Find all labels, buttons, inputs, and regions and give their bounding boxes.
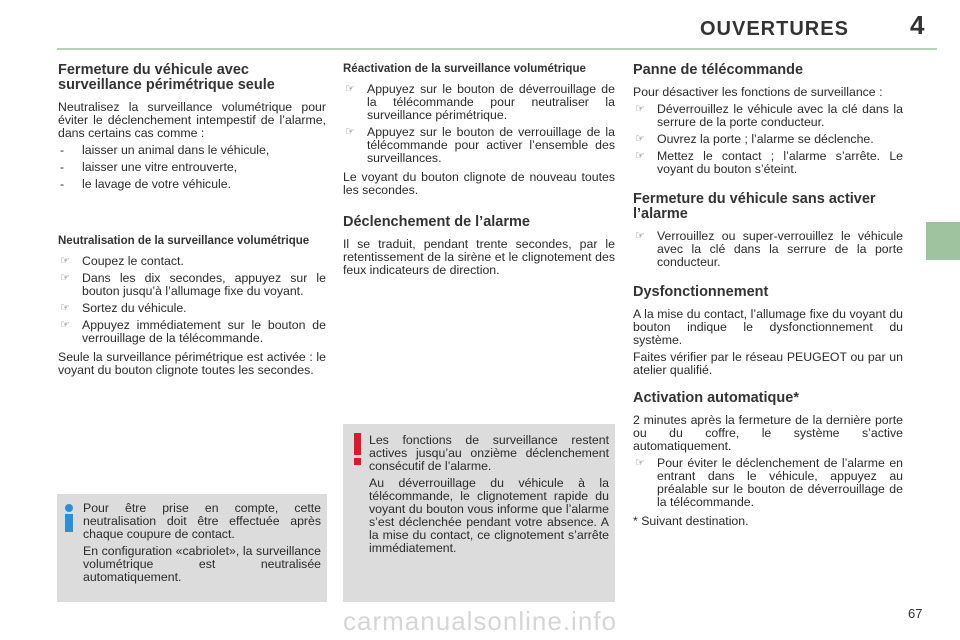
pointing-hand-icon: ☞ [345, 83, 355, 95]
warning-icon [352, 433, 364, 467]
chapter-side-tab [926, 222, 960, 260]
list-item: - laisser un animal dans le véhicule, [58, 144, 326, 157]
pointing-hand-icon: ☞ [60, 255, 70, 267]
dysfonctionnement-text: Faites vérifier par le réseau PEUGEOT ou par un atelier qualifié. [633, 350, 903, 377]
step-text: Sortez du véhicule. [82, 301, 187, 315]
middle-column [343, 63, 615, 281]
pointing-hand-icon: ☞ [60, 302, 70, 314]
warning-paragraph: Au déverrouillage du véhicule à la télécommande, le clignotement rapide du voyant du bouton vous informe que l’alarme s’est déclenchée pendant votre absence. A la mise du contact, ce clignotement s’arrête immédiatement. [369, 476, 609, 555]
left-closing: Seule la surveillance périmétrique est activée : le voyant du bouton clignote toutes les secondes. [58, 350, 326, 377]
activation-steps [633, 457, 903, 509]
info-icon [63, 504, 75, 536]
neutralisation-title: Neutralisation de la surveillance volumétrique [58, 235, 310, 247]
left-column [58, 63, 326, 381]
declenchement-title: Déclenchement de l’alarme [343, 214, 530, 230]
pointing-hand-icon: ☞ [635, 230, 645, 242]
list-item: - laisser une vitre entrouverte, [58, 161, 326, 174]
pointing-hand-icon: ☞ [635, 457, 645, 469]
step-text: Pour éviter le déclenchement de l’alarme en entrant dans le véhicule, appuyez au préalable sur le bouton de déverrouillage de la télécommande. [657, 456, 903, 509]
list-item [343, 83, 615, 122]
header-rule [57, 48, 937, 50]
info-paragraph: En configuration «cabriolet», la surveillance volumétrique est neutralisée automatiquement. [83, 544, 321, 584]
dysfonctionnement-text: A la mise du contact, l’allumage fixe du voyant du bouton indique le dysfonctionnement du système. [633, 307, 903, 347]
pointing-hand-icon: ☞ [635, 103, 645, 115]
pointing-hand-icon: ☞ [345, 126, 355, 138]
pointing-hand-icon: ☞ [60, 272, 70, 284]
pointing-hand-icon: ☞ [60, 319, 70, 331]
reactivation-steps [343, 83, 615, 165]
page-number: 67 [908, 606, 923, 621]
reactivation-note: Le voyant du bouton clignote de nouveau toutes les secondes. [343, 170, 615, 197]
pointing-hand-icon: ☞ [635, 133, 645, 145]
step-text: Ouvrez la porte ; l’alarme se déclenche. [657, 132, 874, 146]
step-text: Appuyez sur le bouton de déverrouillage de la télécommande pour neutraliser la surveillance périmétrique. [367, 82, 615, 122]
dysfonctionnement-title: Dysfonctionnement [633, 284, 769, 300]
left-title: Fermeture du véhicule avec surveillance périmétrique seule [58, 62, 275, 93]
step-text: Déverrouillez le véhicule avec la clé dans la serrure de la porte conducteur. [657, 102, 903, 129]
list-item [343, 126, 615, 165]
list-item [633, 133, 903, 146]
panne-steps [633, 103, 903, 176]
list-item [633, 150, 903, 176]
fermeture-title: Fermeture du véhicule sans activer l’alarme [633, 191, 876, 222]
reactivation-title: Réactivation de la surveillance volumétrique [343, 63, 586, 75]
footnote: * Suivant destination. [633, 514, 749, 528]
cases-list [58, 144, 326, 191]
right-column [633, 63, 903, 532]
list-item [58, 319, 326, 345]
step-text: Appuyez immédiatement sur le bouton de verrouillage de la télécommande. [82, 318, 326, 345]
step-text: Mettez le contact ; l’alarme s’arrête. Le voyant du bouton s’éteint. [657, 149, 903, 176]
list-item [58, 255, 326, 268]
step-text: Verrouillez ou super-verrouillez le véhicule avec la clé dans la serrure de la porte conducteur. [657, 229, 903, 269]
warning-box [343, 424, 615, 602]
fermeture-steps [633, 230, 903, 269]
panne-title: Panne de télécommande [633, 62, 804, 78]
list-item [633, 103, 903, 129]
list-item [58, 272, 326, 298]
declenchement-text: Il se traduit, pendant trente secondes, par le retentissement de la sirène et le clignotement des feux indicateurs de direction. [343, 237, 615, 277]
step-text: Dans les dix secondes, appuyez sur le bouton jusqu’à l’allumage fixe du voyant. [82, 271, 326, 298]
neutralisation-steps [58, 255, 326, 345]
info-paragraph: Pour être prise en compte, cette neutralisation doit être effectuée après chaque coupure de contact. [83, 501, 321, 541]
info-box [57, 494, 327, 602]
chapter-number: 4 [910, 10, 925, 40]
pointing-hand-icon: ☞ [635, 150, 645, 162]
list-item [58, 302, 326, 315]
step-text: Appuyez sur le bouton de verrouillage de la télécommande pour activer l’ensemble des surveillances. [367, 125, 615, 165]
panne-intro: Pour désactiver les fonctions de surveillance : [633, 85, 883, 99]
section-title: OUVERTURES [700, 18, 849, 40]
activation-title: Activation automatique* [633, 390, 799, 406]
warning-paragraph: Les fonctions de surveillance restent actives jusqu’au onzième déclenchement consécutif de l’alarme. [369, 433, 609, 473]
list-item [633, 457, 903, 509]
list-item: - le lavage de votre véhicule. [58, 178, 326, 191]
list-item [633, 230, 903, 269]
watermark: carmanualsonline.info [343, 606, 617, 636]
left-intro: Neutralisez la surveillance volumétrique pour éviter le déclenchement intempestif de l’alarme, dans certains cas comme : [58, 100, 326, 140]
activation-text: 2 minutes après la fermeture de la dernière porte ou du coffre, le système s’active automatiquement. [633, 413, 903, 453]
step-text: Coupez le contact. [82, 254, 184, 268]
